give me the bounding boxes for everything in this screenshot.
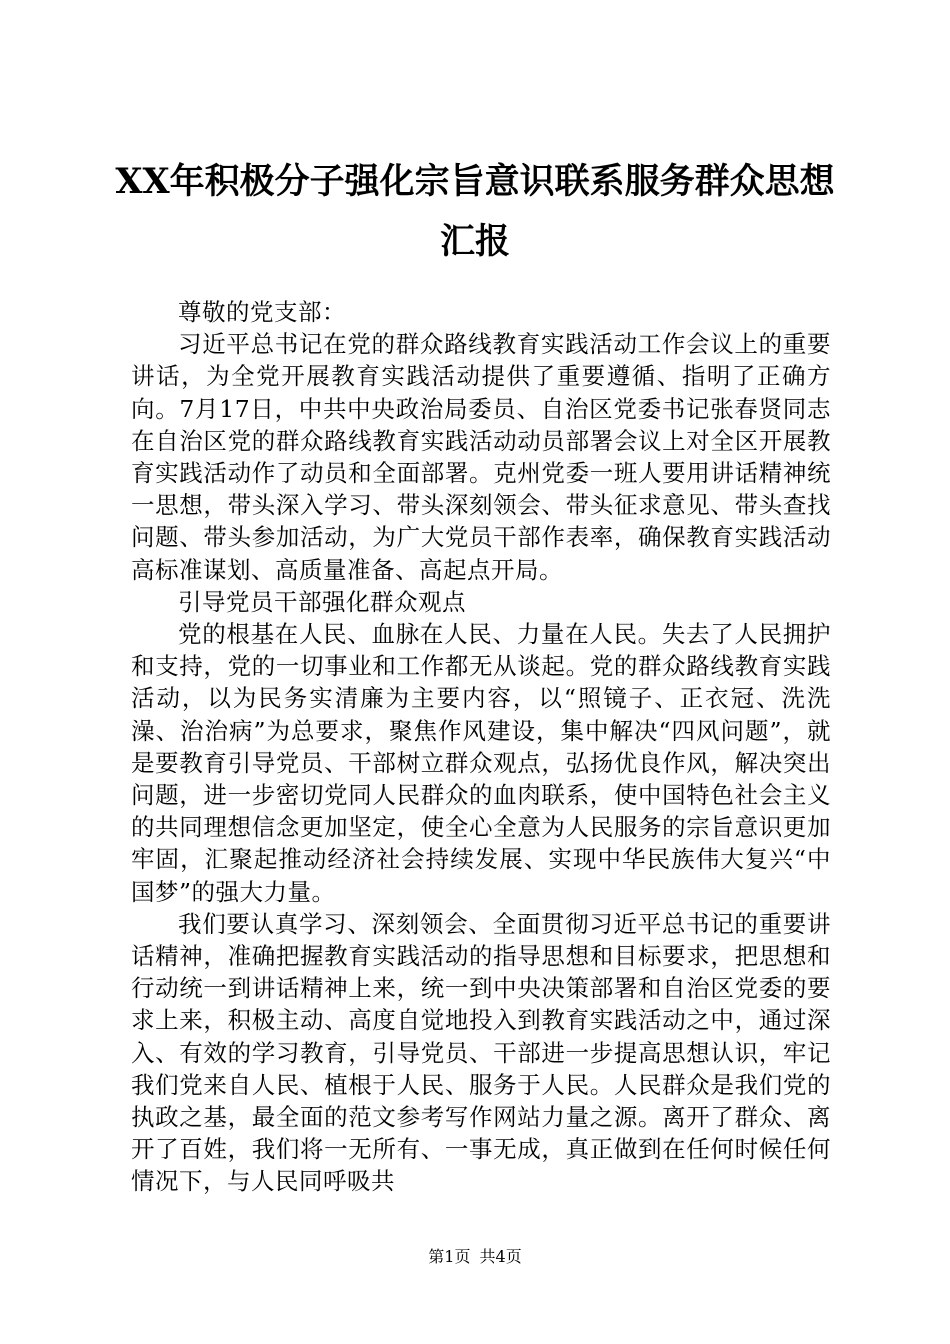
- document-title: XX年积极分子强化宗旨意识联系服务群众思想汇报: [115, 161, 835, 262]
- body-paragraph: 我们要认真学习、深刻领会、全面贯彻习近平总书记的重要讲话精神，准确把握教育实践活动的指导思想和目标要求，把思想和行动统一到讲话精神上来，统一到中央决策部署和自治区党委的要求上来，积极主动、高度自觉地投入到教育实践活动之中，通过深入、有效的学习教育，引导党员、干部进一步提高思想认识，牢记我们党来自人民、植根于人民、服务于人民。人民群众是我们党的执政之基，最全面的范文参考写作网站力量之源。离开了群众、离开了百姓，我们将一无所有、一事无成，真正做到在任何时候任何情况下，与人民同呼吸共: [131, 909, 831, 1196]
- section-heading: 引导党员干部强化群众观点: [178, 587, 466, 616]
- document-body: [131, 296, 831, 1198]
- page-footer: [0, 1245, 950, 1269]
- page-number-total: 共4页: [479, 1247, 522, 1266]
- body-paragraph: 习近平总书记在党的群众路线教育实践活动工作会议上的重要讲话，为全党开展教育实践活动提供了重要遵循、指明了正确方向。7月17日，中共中央政治局委员、自治区党委书记张春贤同志在自治区党的群众路线教育实践活动动员部署会议上对全区开展教育实践活动作了动员和全面部署。克州党委一班人要用讲话精神统一思想，带头深入学习、带头深刻领会、带头征求意见、带头查找问题、带头参加活动，为广大党员干部作表率，确保教育实践活动高标准谋划、高质量准备、高起点开局。: [131, 330, 831, 584]
- body-paragraph: 党的根基在人民、血脉在人民、力量在人民。失去了人民拥护和支持，党的一切事业和工作都无从谈起。党的群众路线教育实践活动，以为民务实清廉为主要内容，以“照镜子、正衣冠、洗洗澡、治治病”为总要求，聚焦作风建设，集中解决“四风问题”，就是要教育引导党员、干部树立群众观点，弘扬优良作风，解决突出问题，进一步密切党同人民群众的血肉联系，使中国特色社会主义的共同理想信念更加坚定，使全心全意为人民服务的宗旨意识更加牢固，汇聚起推动经济社会持续发展、实现中华民族伟大复兴“中国梦”的强大力量。: [131, 620, 831, 906]
- salutation: 尊敬的党支部：: [178, 298, 346, 326]
- page-number-current: 第1页: [428, 1247, 471, 1266]
